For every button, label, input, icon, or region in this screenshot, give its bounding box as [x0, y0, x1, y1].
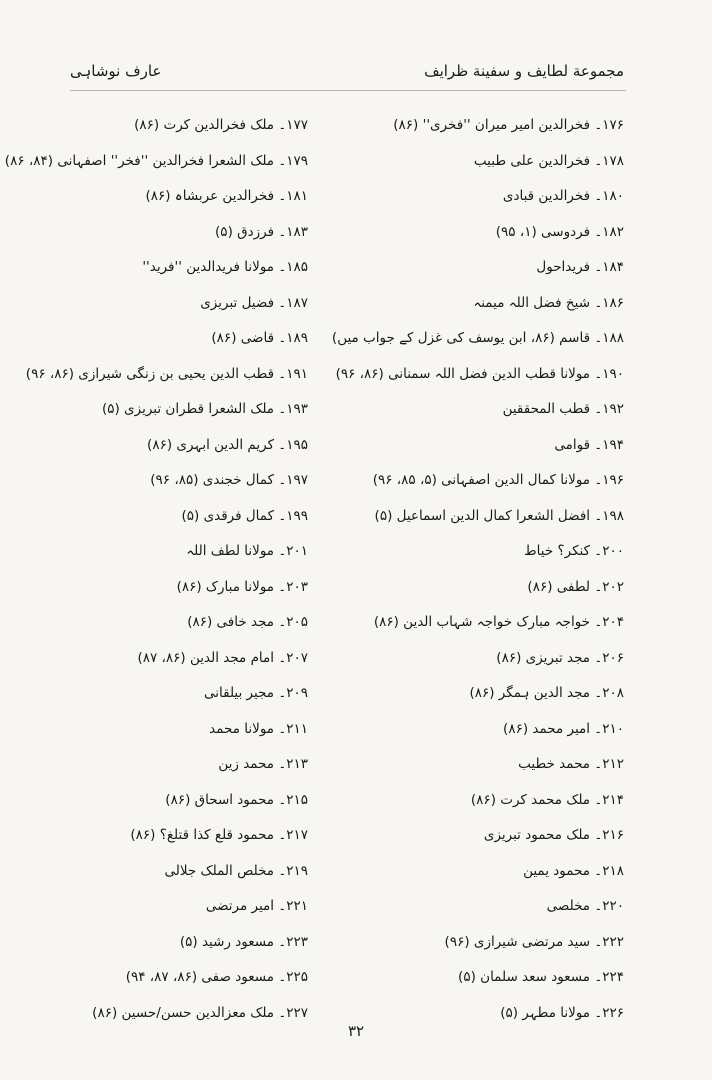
list-item: ۲۰۲۔ لطفی (۸۶) — [527, 578, 624, 595]
header-divider — [70, 90, 626, 91]
list-item: ۱۸۲۔ فردوسی (۱، ۹۵) — [495, 223, 624, 240]
list-item: ۲۱۱۔ مولانا محمد — [209, 720, 308, 737]
list-item: ۱۹۴۔ قوامی — [554, 436, 624, 453]
list-item: ۲۲۰۔ مخلصی — [546, 898, 624, 914]
list-item: ۱۹۶۔ مولانا کمال الدین اصفہانی (۵، ۸۵، ۹۶) — [372, 472, 624, 488]
list-item: ۱۸۴۔ فریداحول — [536, 259, 624, 275]
entries-right-column — [324, 108, 624, 1031]
list-item: ۲۰۹۔ مجیر بیلقانی — [204, 685, 308, 701]
list-item: ۲۲۵۔ مسعود صفی (۸۶، ۸۷، ۹۴) — [125, 969, 308, 985]
list-item: ۱۸۰۔ فخرالدین قبادی — [502, 188, 624, 204]
list-item: ۲۰۷۔ امام مجد الدین (۸۶، ۸۷) — [137, 649, 308, 666]
list-item: ۱۹۹۔ کمال فرقدی (۵) — [181, 507, 308, 524]
list-item: ۲۰۸۔ مجد الدین ہمگر (۸۶) — [469, 685, 624, 701]
list-item: ۱۸۳۔ فرزدق (۵) — [215, 223, 308, 240]
list-item: ۲۲۲۔ سید مرتضی شیرازی (۹۶) — [444, 933, 624, 950]
list-item: ۱۸۶۔ شیخ فضل اللہ میمنہ — [473, 294, 624, 311]
list-item: ۱۸۷۔ فضیل تبریزی — [200, 294, 308, 311]
list-item: ۱۸۸۔ قاسم (۸۶، ابن یوسف کی غزل کے جواب میں) — [331, 330, 624, 346]
list-item: ۱۹۰۔ مولانا قطب الدین فضل اللہ سمنانی (۸۶، ۹۶) — [335, 365, 624, 382]
list-item: ۲۰۴۔ خواجہ مبارک خواجہ شہاب الدین (۸۶) — [373, 614, 624, 630]
list-item: ۲۱۳۔ محمد زین — [218, 756, 308, 772]
list-item: ۱۷۷۔ ملک فخرالدین کرت (۸۶) — [134, 117, 308, 133]
list-item: ۱۷۶۔ فخرالدین امیر میران ''فخری'' (۸۶) — [393, 117, 624, 133]
entries-left-column — [4, 108, 308, 1031]
list-item: ۲۲۱۔ امیر مرتضی — [205, 898, 308, 914]
list-item: ۲۰۱۔ مولانا لطف اللہ — [186, 543, 308, 559]
author-header: عارف نوشاہی — [70, 62, 162, 80]
list-item: ۲۰۵۔ مجد خافی (۸۶) — [187, 614, 308, 630]
list-item: ۲۰۰۔ کنکر؟ خیاط — [524, 543, 624, 559]
page-number: ۳۲ — [347, 1022, 365, 1040]
list-item: ۲۱۹۔ مخلص الملک جلالی — [164, 862, 308, 879]
list-item: ۲۲۳۔ مسعود رشید (۵) — [179, 933, 308, 950]
list-item: ۱۸۵۔ مولانا فریدالدین ''فرید'' — [142, 259, 308, 275]
list-item: ۲۰۶۔ مجد تبریزی (۸۶) — [496, 649, 624, 666]
list-item: ۱۸۱۔ فخرالدین عربشاہ (۸۶) — [145, 188, 308, 204]
list-item: ۲۱۰۔ امیر محمد (۸۶) — [503, 720, 624, 737]
list-item: ۲۲۶۔ مولانا مطہر (۵) — [500, 1004, 624, 1021]
list-item: ۱۸۹۔ قاضی (۸۶) — [211, 330, 308, 346]
list-item: ۱۷۸۔ فخرالدین علی طبیب — [473, 152, 624, 169]
list-item: ۲۱۸۔ محمود یمین — [523, 862, 624, 879]
list-item: ۱۷۹۔ ملک الشعرا فخرالدین ''فخر'' اصفہانی (۸۴، ۸۶) — [4, 152, 308, 169]
list-item: ۲۲۴۔ مسعود سعد سلمان (۵) — [458, 969, 624, 985]
list-item: ۱۹۲۔ قطب المحققین — [502, 401, 624, 417]
list-item: ۲۲۷۔ ملک معزالدین حسن/حسین (۸۶) — [92, 1004, 308, 1021]
list-item: ۲۱۲۔ محمد خطیب — [518, 756, 624, 772]
list-item: ۱۹۳۔ ملک الشعرا قطران تبریزی (۵) — [101, 401, 308, 417]
list-item: ۲۱۵۔ محمود اسحاق (۸۶) — [165, 791, 308, 808]
book-title-header: مجموعة لطایف و سفینة ظرایف — [424, 62, 624, 80]
list-item: ۱۹۷۔ کمال خجندی (۸۵، ۹۶) — [150, 472, 308, 488]
list-item: ۱۹۵۔ کریم الدین ابہری (۸۶) — [147, 436, 308, 453]
list-item: ۲۱۶۔ ملک محمود تبریزی — [483, 827, 624, 843]
list-item: ۲۰۳۔ مولانا مبارک (۸۶) — [176, 578, 308, 595]
list-item: ۲۱۷۔ محمود قلع کذا قتلغ؟ (۸۶) — [130, 827, 308, 843]
list-item: ۱۹۸۔ افضل الشعرا کمال الدین اسماعیل (۵) — [374, 507, 624, 524]
list-item: ۱۹۱۔ قطب الدین یحیی بن زنگی شیرازی (۸۶، ۹۶) — [25, 365, 308, 382]
list-item: ۲۱۴۔ ملک محمد کرت (۸۶) — [470, 791, 624, 808]
